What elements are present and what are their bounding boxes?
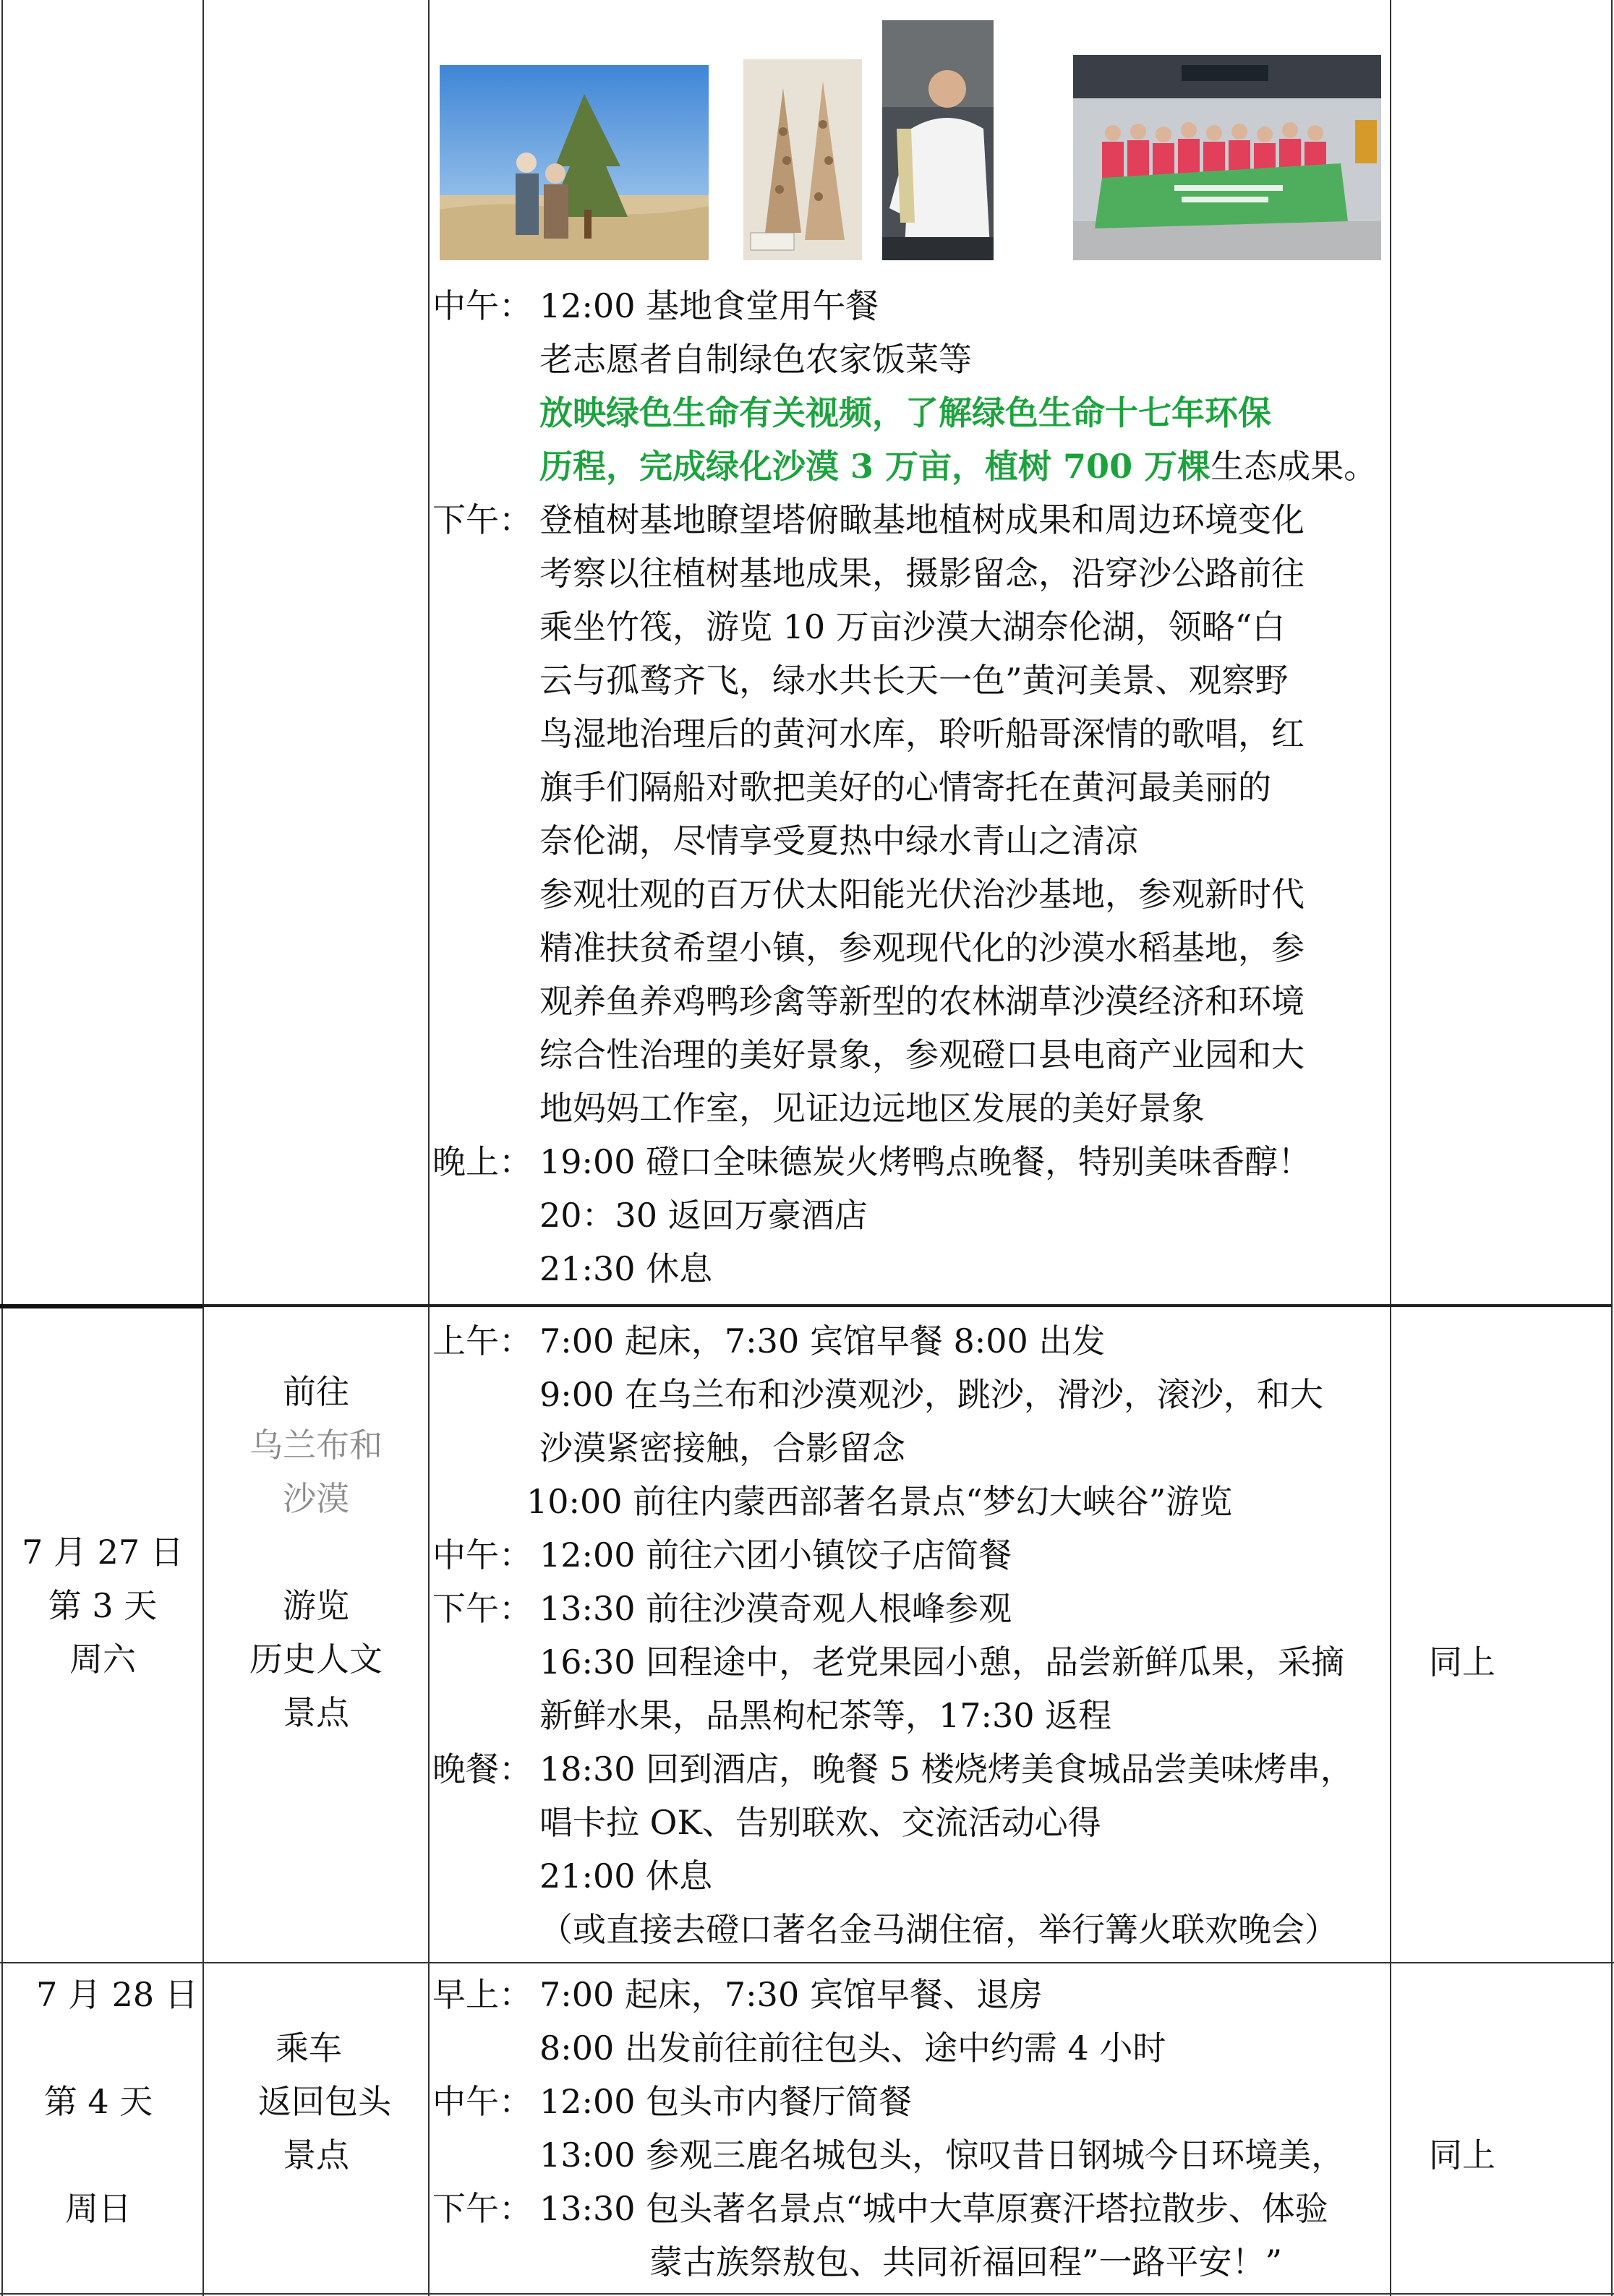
time-period-label: 下午： [432,1589,532,1628]
theme-line: 乘车 [276,2029,342,2068]
schedule-text: 观养鱼养鸡鸭珍禽等新型的农林湖草沙漠经济和环境 [539,982,1305,1021]
schedule-text: 7:00 起床，7:30 宾馆早餐 8:00 出发 [539,1322,1106,1361]
schedule-text: 老志愿者自制绿色农家饭菜等 [539,340,972,379]
schedule-line [539,1368,1323,1421]
schedule-line [539,1188,868,1242]
schedule-text: 16:30 回程途中，老党果园小憩，品尝新鲜瓜果，采摘 [539,1642,1345,1682]
schedule-line [539,1528,1012,1582]
schedule-line [539,1903,1338,1956]
schedule-line [539,1635,1344,1689]
schedule-text: 20：30 返回万豪酒店 [539,1196,868,1235]
desert-tree-photo-icon [440,65,709,260]
schedule-line [539,654,1289,707]
table-column-divider [428,0,430,2296]
schedule-line [539,333,972,386]
schedule-text: 地妈妈工作室，见证边远地区发展的美好景象 [539,1089,1205,1128]
schedule-line [539,2128,1344,2182]
schedule-text: 21:30 休息 [539,1249,713,1288]
schedule-text: 13:30 包头著名景点“城中大草原赛汗塔拉散步、体验 [539,2189,1328,2228]
schedule-line [539,974,1305,1028]
schedule-line [526,1475,1232,1528]
row-separator [0,1962,1614,1963]
row-separator [0,2293,1614,2295]
schedule-text: 7:00 起床，7:30 宾馆早餐、退房 [539,1975,1043,2014]
schedule-text: 唱卡拉 OK、告别联欢、交流活动心得 [539,1803,1101,1842]
schedule-line [539,1849,712,1903]
schedule-text: 18:30 回到酒店，晚餐 5 楼烧烤美食城品尝美味烤串， [539,1749,1354,1789]
time-period-label: 早上： [432,1975,532,2014]
schedule-line [539,1135,1311,1188]
time-period-label: 下午： [432,500,532,539]
schedule-text: 沙漠紧密接触，合影留念 [539,1428,905,1468]
schedule-text: 13:30 前往沙漠奇观人根峰参观 [539,1589,1012,1628]
theme-line: 返回包头 [258,2082,391,2121]
row-separator [0,1304,202,1308]
table-column-divider [1390,0,1391,2296]
table-column-divider [202,0,204,2296]
theme-line: 沙漠 [283,1479,349,1518]
schedule-text: 8:00 出发前往前往包头、途中约需 4 小时 [539,2029,1166,2068]
row2-date [4,1525,201,1686]
schedule-line [539,600,1285,654]
table-border-left [1,0,3,2296]
schedule-text: 云与孤鹜齐飞，绿水共长天一色”黄河美景、观察野 [539,661,1289,700]
schedule-line [539,1582,1012,1635]
schedule-line [539,761,1271,814]
day-line: 第 3 天 [48,1586,158,1625]
row2-note: 同上 [1429,1642,1495,1682]
schedule-text: 鸟湿地治理后的黄河水库，聆听船哥深情的歌唱，红 [539,714,1305,753]
schedule-text: 奈伦湖，尽情享受夏热中绿水青山之清凉 [539,821,1138,860]
schedule-text: 考察以往植树基地成果，摄影留念，沿穿沙公路前往 [539,554,1305,593]
weekday-line: 周日 [65,2189,132,2228]
theme-line: 景点 [283,1693,349,1732]
schedule-line [539,1314,1105,1368]
row3-theme [204,2021,428,2182]
schedule-text: 精准扶贫希望小镇，参观现代化的沙漠水稻基地，参 [539,928,1305,967]
schedule-text: 12:00 包头市内餐厅简餐 [539,2082,913,2121]
schedule-text: 19:00 磴口全味德炭火烤鸭点晚餐，特别美味香醇！ [539,1142,1312,1181]
schedule-line [539,1242,712,1295]
schedule-line [539,440,1377,493]
schedule-text: 生态成果。 [1210,447,1378,486]
man-holding-herb-photo-icon [882,20,994,260]
weekday-line: 周六 [69,1640,136,1679]
schedule-line [539,1742,1354,1796]
schedule-line [539,1689,1111,1742]
schedule-line [539,493,1305,547]
schedule-line [539,279,879,333]
time-period-label: 下午： [432,2189,532,2228]
schedule-line [539,707,1305,761]
theme-line: 前往 [283,1372,349,1411]
schedule-text: 12:00 基地食堂用午餐 [539,286,879,325]
schedule-text: 9:00 在乌兰布和沙漠观沙，跳沙，滑沙，滚沙，和大 [539,1375,1323,1414]
highlight-text: 放映绿色生命有关视频，了解绿色生命十七年环保 [539,393,1271,432]
schedule-line [539,2021,1166,2075]
schedule-text: 新鲜水果，品黑枸杞茶等，17:30 返程 [539,1696,1112,1735]
schedule-text: 参观壮观的百万伏太阳能光伏治沙基地，参观新时代 [539,875,1305,914]
day-line: 第 4 天 [43,2082,153,2121]
table-border-right [1611,0,1613,2296]
theme-line: 乌兰布和 [249,1426,383,1465]
row3-date [4,1968,230,2235]
schedule-line [539,547,1305,600]
schedule-text: 13:00 参观三鹿名城包头，惊叹昔日钢城今日环境美， [539,2136,1345,2175]
schedule-line [539,868,1305,921]
time-period-label: 晚上： [432,1142,532,1181]
schedule-line [539,1028,1305,1081]
schedule-text: 12:00 前往六团小镇饺子店简餐 [539,1535,1012,1575]
row-separator [202,1304,1613,1307]
schedule-text: 21:00 休息 [539,1856,713,1896]
theme-line: 景点 [283,2136,349,2175]
date-line: 7 月 27 日 [22,1533,184,1572]
date-line: 7 月 28 日 [36,1975,198,2014]
time-period-label: 中午： [432,2082,532,2121]
highlight-text: 历程，完成绿化沙漠 3 万亩，植树 700 万棵 [539,447,1211,486]
time-period-label: 上午： [432,1322,532,1361]
group-banner-photo-icon [1073,55,1381,260]
schedule-line [539,2075,912,2128]
schedule-text: 乘坐竹筏，游览 10 万亩沙漠大湖奈伦湖，领略“白 [539,607,1286,646]
schedule-text: 10:00 前往内蒙西部著名景点“梦幻大峡谷”游览 [526,1482,1233,1521]
schedule-line [539,386,1271,440]
theme-line: 历史人文 [249,1640,383,1679]
schedule-line [649,2235,1282,2289]
schedule-text: 旗手们隔船对歌把美好的心情寄托在黄河最美丽的 [539,768,1271,807]
row3-note: 同上 [1429,2136,1495,2175]
schedule-line [539,1968,1043,2021]
row2-theme [204,1365,428,1739]
schedule-text: （或直接去磴口著名金马湖住宿，举行篝火联欢晚会） [539,1910,1338,1949]
time-period-label: 中午： [432,1535,532,1575]
schedule-text: 综合性治理的美好景象，参观磴口县电商产业园和大 [539,1035,1305,1074]
schedule-line [539,1081,1205,1135]
schedule-text: 蒙古族祭敖包、共同祈福回程”一路平安！” [649,2243,1283,2282]
schedule-text: 登植树基地瞭望塔俯瞰基地植树成果和周边环境变化 [539,500,1305,539]
schedule-line [539,921,1305,974]
schedule-line [539,814,1138,868]
theme-line: 游览 [283,1586,349,1625]
schedule-line [539,1796,1101,1849]
schedule-line [539,1421,905,1475]
time-period-label: 中午： [432,286,532,325]
cistanche-herb-photo-icon [743,59,862,260]
schedule-line [539,2182,1328,2235]
time-period-label: 晚餐： [432,1749,532,1789]
